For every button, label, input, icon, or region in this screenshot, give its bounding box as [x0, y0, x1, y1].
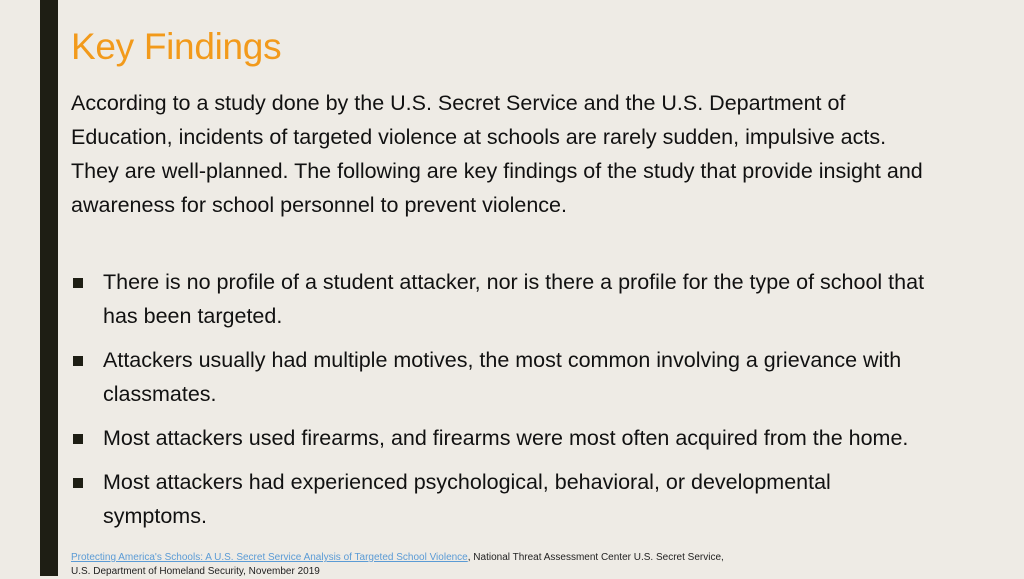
finding-item [71, 265, 931, 333]
finding-text: Most attackers used firearms, and firearms were most often acquired from the home. [103, 426, 909, 450]
square-bullet-icon [73, 356, 83, 366]
finding-item [71, 343, 931, 411]
finding-text: Attackers usually had multiple motives, the most common involving a grievance with classmates. [103, 348, 902, 406]
intro-paragraph: According to a study done by the U.S. Secret Service and the U.S. Department of Education, incidents of targeted violence at schools are rarely sudden, impulsive acts. They are well-planned. The following are key findings of the study that provide insight and awareness for school personnel to prevent violence. [71, 91, 923, 217]
finding-text: There is no profile of a student attacker, nor is there a profile for the type of school that has been targeted. [103, 270, 925, 328]
square-bullet-icon [73, 434, 83, 444]
citation-publisher: U.S. Department of Homeland Security, November 2019 [71, 566, 320, 577]
finding-text: Most attackers had experienced psychological, behavioral, or developmental symptoms. [103, 470, 831, 528]
citation-source: , National Threat Assessment Center U.S. Secret Service, [467, 552, 724, 563]
square-bullet-icon [73, 478, 83, 488]
finding-item [71, 421, 931, 455]
findings-list [71, 265, 931, 543]
decorative-side-bar [40, 0, 58, 576]
citation [71, 551, 724, 579]
slide-title: Key Findings [71, 26, 282, 67]
finding-item [71, 465, 931, 533]
square-bullet-icon [73, 278, 83, 288]
citation-link[interactable]: Protecting America's Schools: A U.S. Secret Service Analysis of Targeted School Violence [71, 552, 468, 563]
